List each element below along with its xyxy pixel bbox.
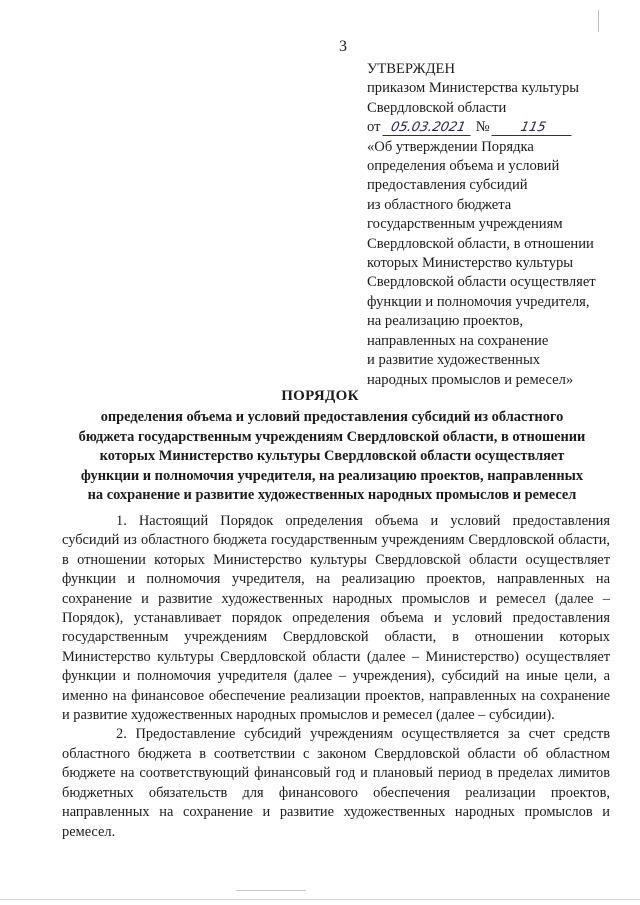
order-title-line: Свердловской области осуществляет <box>367 274 596 291</box>
date-prefix: от <box>367 119 381 136</box>
scan-edge-bottom <box>0 899 640 900</box>
approval-date-number-line <box>367 118 617 137</box>
scan-mark-top <box>598 10 599 32</box>
subtitle-line: бюджета государственным учреждениям Свердловской области, в отношении <box>78 428 586 445</box>
paragraph-2: 2. Предоставление субсидий учреждениям осуществляется за счет средств областного бюджета в соответствии с законом Свердловской области об областном бюджете на соответствующий финансовый год и плановый период в пределах лимитов бюджетных обязательств для финансового обеспечения реализации проектов, направленных на сохранение и развитие художественных народных промыслов и ремесел. <box>62 726 610 840</box>
subtitle-line: определения объема и условий предоставления субсидий из областного <box>100 409 564 425</box>
order-title-line: направленных на сохранение <box>367 332 549 349</box>
order-title-line: функции и полномочия учредителя, <box>367 293 590 310</box>
scan-mark-bottom <box>236 890 306 891</box>
order-title-line: «Об утверждении Порядка <box>367 138 534 155</box>
order-title-line: народных промыслов и ремесел» <box>367 371 574 388</box>
order-title-line: из областного бюджета <box>367 196 512 213</box>
order-title-line: определения объема и условий <box>367 158 560 175</box>
document-subtitle <box>62 408 602 506</box>
subtitle-line: которых Министерство культуры Свердловской области осуществляет <box>99 448 565 465</box>
handwritten-number: 115 <box>492 121 575 136</box>
document-body <box>62 512 610 842</box>
approval-line-1: приказом Министерства культуры <box>367 80 580 97</box>
approval-line-2: Свердловской области <box>367 99 507 116</box>
subtitle-line: функции и полномочия учредителя, на реализацию проектов, направленных <box>80 467 584 484</box>
order-title-line: и развитие художественных <box>367 352 541 369</box>
number-prefix: № <box>475 119 490 136</box>
order-title-line: предоставления субсидий <box>367 177 528 194</box>
order-title-line: которых Министерство культуры <box>367 255 574 272</box>
order-title-line: на реализацию проектов, <box>367 313 523 330</box>
approval-block <box>367 60 617 390</box>
page-number: 3 <box>339 38 347 55</box>
paragraph-1: 1. Настоящий Порядок определения объема и условий предоставления субсидий из областного бюджета государственным учреждениям Свердловской области, в отношении которых Министерство культуры Свердловской области осуществляет функции и полномочия учредителя, на реализацию проектов, направленных на сохранение и развитие художественных народных промыслов и ремесел (далее – Порядок), устанавливает порядок определения объема и условий предоставления государственным учреждениям Свердловской области, в отношении которых Министерство культуры Свердловской области (далее – Министерство) осуществляет функции и полномочия учредителя (далее – учреждения), субсидий на иные цели, а именно на финансовое обеспечение реализации проектов, направленных на сохранение и развитие художественных народных промыслов и ремесел (далее – субсидии). <box>62 513 610 724</box>
order-title-line: государственным учреждениям <box>367 216 563 233</box>
approval-heading: УТВЕРЖДЕН <box>367 61 455 77</box>
handwritten-date: 05.03.2021 <box>383 121 474 136</box>
document-title: ПОРЯДОК <box>281 388 359 404</box>
order-title-line: Свердловской области, в отношении <box>367 235 594 252</box>
subtitle-line: на сохранение и развитие художественных народных промыслов и ремесел <box>87 487 577 504</box>
